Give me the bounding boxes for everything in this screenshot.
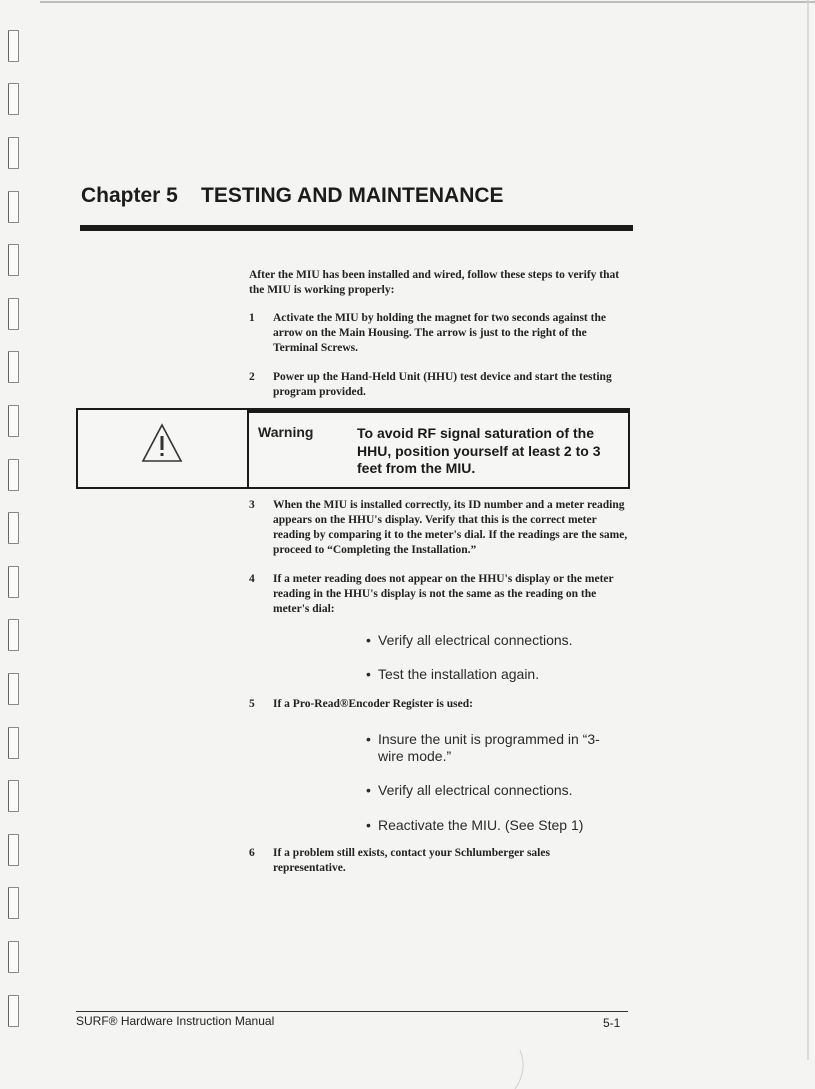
bullet-icon: • — [366, 632, 371, 648]
bullet-icon: • — [366, 782, 371, 798]
footer-rule — [76, 1011, 628, 1012]
binding-hole — [8, 405, 19, 437]
step-text: If a meter reading does not appear on the HHU's display or the meter reading in the HHU's display is not the same as the reading on the meter's dial: — [273, 573, 614, 615]
bullet-text: Insure the unit is programmed in “3-wire mode.” — [378, 731, 600, 764]
binding-hole — [8, 887, 19, 919]
binding-hole — [8, 727, 19, 759]
bullet-text: Reactivate the MIU. (See Step 1) — [378, 817, 584, 833]
binding-hole — [8, 30, 19, 62]
warning-label: Warning — [258, 424, 314, 440]
binding-hole — [8, 244, 19, 276]
warning-text: To avoid RF signal saturation of the HHU, position yourself at least 2 to 3 feet from the MIU. — [357, 425, 601, 476]
bullet-icon: • — [366, 666, 371, 682]
binding-hole — [8, 673, 19, 705]
step-number: 6 — [249, 847, 255, 859]
bullet-text: Verify all electrical connections. — [378, 782, 573, 798]
step-text: If a Pro-Read®Encoder Register is used: — [273, 698, 473, 710]
footer-page-number: 5-1 — [603, 1016, 621, 1030]
heading-rule — [80, 225, 633, 231]
footer-manual-title: SURF® Hardware Instruction Manual — [76, 1014, 275, 1028]
binding-hole — [8, 780, 19, 812]
step-text: When the MIU is installed correctly, its ID number and a meter reading appears on the HHU's display. Verify that this is the correct meter reading by comparing it to the meter's dial. If the readings are the same, proceed to “Completing the Installation.” — [273, 499, 628, 556]
binding-hole — [8, 298, 19, 330]
binding-hole — [8, 995, 19, 1027]
bullet-text: Test the installation again. — [378, 666, 540, 682]
step-text: Activate the MIU by holding the magnet for two seconds against the arrow on the Main Housing. The arrow is just to the right of the Terminal Screws. — [273, 312, 606, 354]
binding-hole — [8, 512, 19, 544]
binding-hole — [8, 834, 19, 866]
chapter-heading — [81, 184, 641, 208]
step-text: Power up the Hand-Held Unit (HHU) test device and start the testing program provided. — [273, 371, 612, 398]
step-number: 3 — [249, 499, 255, 511]
step-number: 5 — [249, 698, 255, 710]
binding-hole — [8, 137, 19, 169]
step-number: 2 — [249, 371, 255, 383]
bullet-icon: • — [366, 817, 371, 833]
binding-hole — [8, 191, 19, 223]
warning-triangle-icon — [140, 422, 184, 464]
binding-hole — [8, 351, 19, 383]
step-number: 1 — [249, 312, 255, 324]
warning-box — [76, 408, 630, 489]
chapter-title: TESTING AND MAINTENANCE — [201, 184, 504, 207]
binding-hole — [8, 941, 19, 973]
bullet-text: Verify all electrical connections. — [378, 632, 573, 648]
intro-paragraph: After the MIU has been installed and wired, follow these steps to verify that the MIU is working properly: — [249, 269, 620, 296]
binding-hole — [8, 619, 19, 651]
binding-hole — [8, 566, 19, 598]
bullet-icon: • — [366, 731, 371, 747]
binding-hole — [8, 83, 19, 115]
warning-divider — [247, 410, 249, 487]
warning-top-rule — [249, 410, 628, 413]
step-text: If a problem still exists, contact your Schlumberger sales representative. — [273, 847, 550, 874]
chapter-number: Chapter 5 — [81, 184, 178, 207]
binding-hole — [8, 459, 19, 491]
step-number: 4 — [249, 573, 255, 585]
